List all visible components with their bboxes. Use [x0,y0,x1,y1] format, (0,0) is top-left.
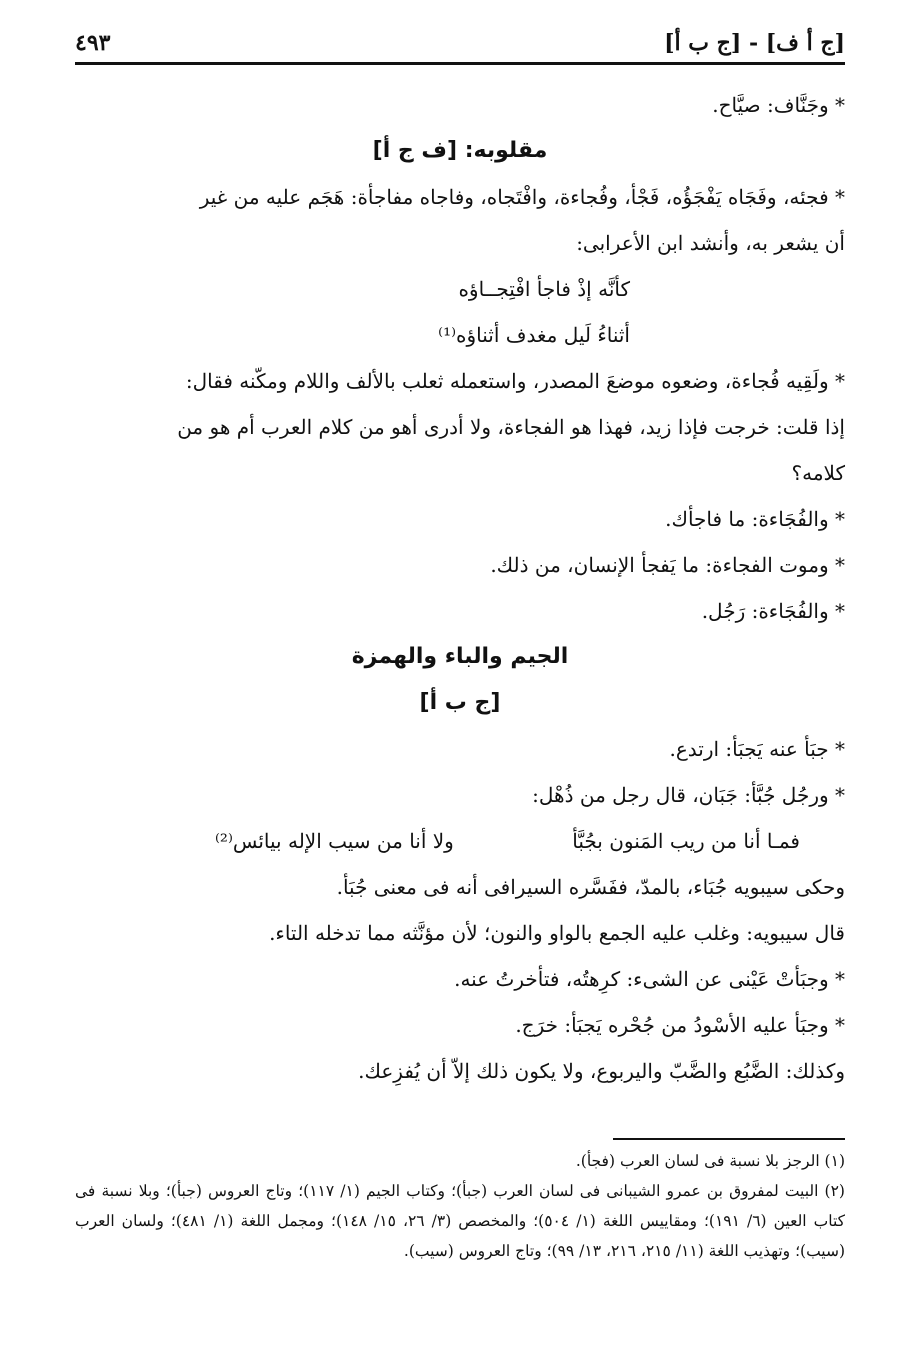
entry-line: قال سيبويه: وغلب عليه الجمع بالواو والنون؛ لأن مؤنَّثه مما تدخله التاء. [269,921,845,945]
entry-line: * وموت الفجاءة: ما يَفجأ الإنسان، من ذلك. [490,553,845,577]
entry-line: * وجبَأتْ عَيْنى عن الشىء: كرِهتُه، فتأخرتُ عنه. [454,967,845,991]
footnote-1: (١) الرجز بلا نسبة فى لسان العرب (فجأ). [575,1152,845,1170]
verse-hemistich-second: ولا أنا من سيب الإله بيائس⁽²⁾ [215,829,454,853]
entry-line: وكذلك: الضَّبُع والضَّبّ واليربوع، ولا يكون ذلك إلاّ أن يُفزِعك. [358,1059,845,1083]
entry-line: * ورجُل جُبَّأ: جَبَان، قال رجل من ذُهْل: [532,783,845,807]
footnote-2: (٢) البيت لمفروق بن عمرو الشيبانى فى لسان العرب (جبأ)؛ وكتاب الجيم (١/ ١١٧)؛ وتاج العروس (جبأ)؛ وبلا نسبة فى كتاب العين (٦/ ١٩١)؛ ومقاييس اللغة (١/ ٥٠٤)؛ والمخصص (٣/ ٢٦، ١٥/ ١٤٨)؛ ومجمل اللغة (١/ ٤٨١)؛ ولسان العرب (سيب)؛ وتهذيب اللغة (١١/ ٢١٥، ٢١٦، ١٣/ ٩٩)؛ وتاج العروس (سيب). [75,1182,846,1260]
footnotes [75,1146,845,1266]
paragraph-line: إذا قلت: خرجت فإذا زيد، فهذا هو الفجاءة، ولا أدرى أهو من كلام العرب أم هو من [177,415,845,439]
page-number: ٤٩٣ [75,30,111,56]
verse-couplet [75,818,845,864]
running-header [75,30,845,62]
footnote-rule [613,1138,845,1140]
paragraph-line: * فجئه، وفَجَاه يَفْجَؤُه، فَجْأ، وفُجاءة، وافْتَجاه، وفاجاه مفاجأة: هَجَم عليه من غير [199,185,845,209]
entry-line: * وجبَأ عليه الأسْودُ من جُحْره يَجبَأ: خرَج. [515,1013,845,1037]
entry-line: * والفُجَاءة: ما فاجأك. [665,507,845,531]
entry-line: * وجَنَّاف: صيَّاح. [712,93,845,117]
verse-line: أثناءُ لَيل مغدف أثناؤه⁽¹⁾ [438,323,630,347]
entry-line: * والفُجَاءة: رَجُل. [701,599,845,623]
root-heading: [ج ب أ] [419,690,501,715]
verse-hemistich-first: فمـا أنا من ريب المَنون بجُبَّأ [572,829,800,853]
paragraph-line: أن يشعر به، وأنشد ابن الأعرابى: [576,231,845,255]
header-root-range: [ج أ ف] - [ج ب أ] [664,30,845,56]
entry-line: وحكى سيبويه جُبَاء، بالمدّ، ففَسَّره السيرافى أنه فى معنى جُبَأ. [336,875,845,899]
paragraph-line: كلامه؟ [791,461,845,485]
main-text [75,82,845,1094]
verse-line: كأنَّه إذْ فاجأ افْتِجــاؤه [458,277,630,301]
chapter-heading: الجيم والباء والهمزة [351,644,569,669]
header-rule [75,62,845,65]
entry-line: * جبَأ عنه يَجبَأ: ارتدع. [669,737,845,761]
section-heading-maqlub: مقلوبه: [ف ج أ] [372,138,548,163]
paragraph-line: * ولَقِيه فُجاءة، وضعوه موضعَ المصدر، واستعمله ثعلب بالألف واللام ومكّنه فقال: [185,369,845,393]
